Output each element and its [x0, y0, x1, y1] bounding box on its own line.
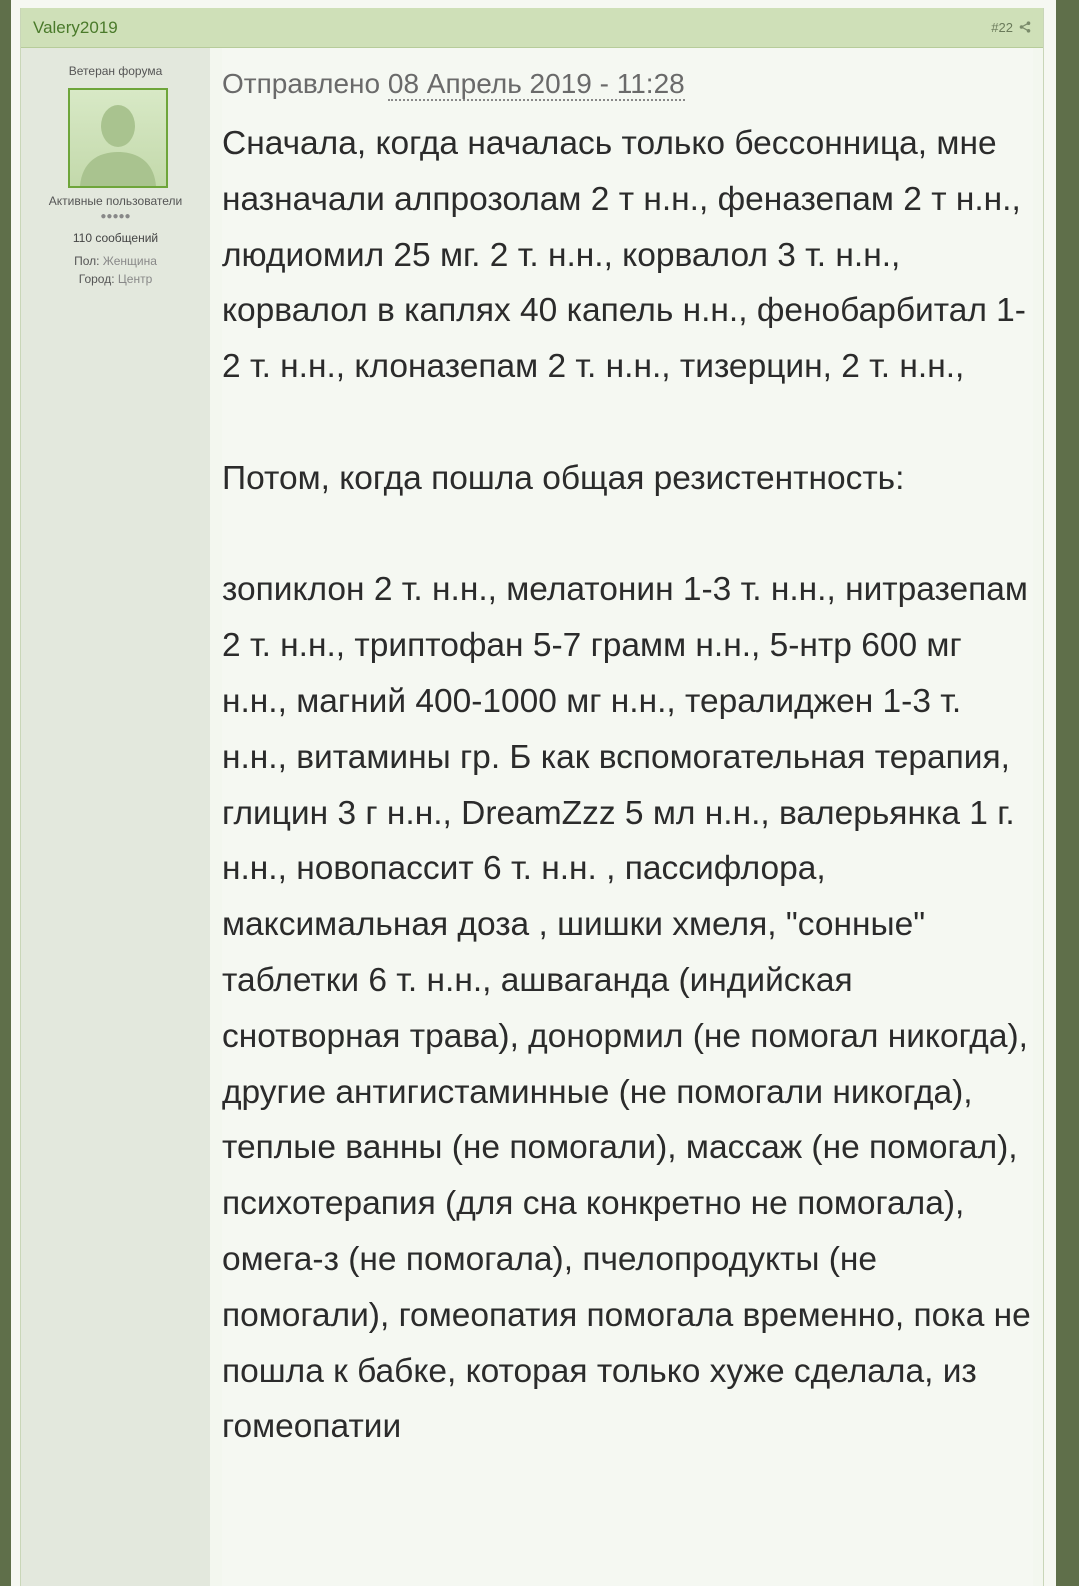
paragraph-spacer — [222, 507, 1034, 563]
posts-count: 110 сообщений — [72, 231, 159, 245]
post-paragraph: Сначала, когда началась только бессонница, мне назначали алпрозолам 2 т н.н., феназепам 2 т н.н., людиомил 25 мг. 2 т. н.н., корвалол 3 т. н.н., корвалол в каплях 40 капель н.н., фенобарбитал 1-2 т. н.н., клоназепам 2 т. н.н., тизерцин, 2 т. н.н., — [222, 125, 1026, 386]
gender-info — [21, 254, 210, 268]
city-label: Город: — [78, 272, 115, 286]
gender-label: Пол: — [74, 254, 100, 268]
post-number-link[interactable]: #22 — [991, 20, 1013, 35]
post-content — [222, 48, 1033, 1586]
paragraph-spacer — [222, 395, 1034, 451]
top-strip — [11, 0, 1056, 8]
post-paragraph: Потом, когда пошла общая резистентность: — [222, 459, 905, 497]
page-frame — [11, 0, 1056, 1586]
user-rank: Ветеран форума — [68, 64, 163, 78]
default-avatar-icon — [70, 90, 166, 186]
author-info-column — [21, 48, 210, 1586]
posted-line — [222, 68, 685, 100]
author-name-link[interactable]: Valery2019 — [33, 18, 118, 37]
reputation-pips: ●●●●● — [100, 211, 131, 222]
forum-post — [20, 8, 1044, 1586]
share-icon[interactable] — [1019, 21, 1031, 33]
post-header — [21, 8, 1043, 48]
posted-date: 08 Апрель 2019 - 11:28 — [387, 68, 685, 99]
gender-value: Женщина — [102, 254, 157, 268]
post-paragraph: зопиклон 2 т. н.н., мелатонин 1-3 т. н.н., нитразепам 2 т. н.н., триптофан 5-7 грамм н.н., 5-нтр 600 мг н.н., магний 400-1000 мг н.н., тералиджен 1-3 т. н.н., витамины гр. Б как вспомогательная терапия, глицин 3 г н.н., DreamZzz 5 мл н.н., валерьянка 1 г. н.н., новопассит 6 т. н.н. , пассифлора, максимальная доза , шишки хмеля, "сонные" таблетки 6 т. н.н., ашваганда (индийская снотворная трава), донормил (не помогал никогда), другие антигистаминные (не помогали никогда), теплые ванны (не помогали), массаж (не помогал), психотерапия (для сна конкретно не помогала), омега-з (не помогала), пчелопродукты (не помогали), гомеопатия помогала временно, пока не пошла к бабке, которая только хуже сделала, из гомеопатии — [222, 571, 1031, 1446]
post-body — [222, 116, 1034, 1455]
city-info — [21, 272, 210, 286]
user-group: Активные пользователи — [48, 194, 183, 208]
posted-label: Отправлено — [222, 68, 381, 99]
avatar[interactable] — [68, 88, 168, 188]
city-value: Центр — [117, 272, 153, 286]
